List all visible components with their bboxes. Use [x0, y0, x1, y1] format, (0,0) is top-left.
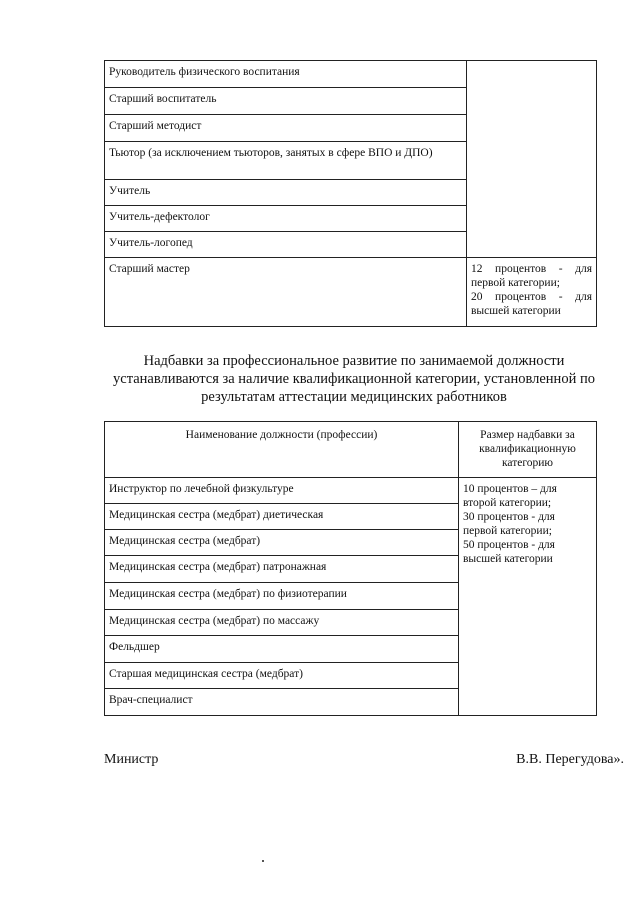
table-row: Учитель	[105, 180, 467, 206]
table-row: Учитель-логопед	[105, 232, 467, 258]
allowance-line: 50 процентов - для высшей категории	[463, 539, 555, 565]
allowance-line: 12 процентов - для первой категории;	[471, 263, 592, 289]
signature-title: Министр	[104, 752, 159, 767]
master-allowance-cell	[467, 258, 597, 327]
table-row: Медицинская сестра (медбрат) по массажу	[105, 610, 459, 636]
table-row: Старший методист	[105, 115, 467, 142]
table-row: Тьютор (за исключением тьюторов, занятых в сфере ВПО и ДПО)	[105, 142, 467, 180]
section-heading: Надбавки за профессиональное развитие по занимаемой должности устанавливаются за наличие квалификационной категории, установленной по результатам аттестации медицинских работников	[113, 353, 595, 405]
allowance-line: 30 процентов - для первой категории;	[463, 511, 555, 537]
scan-speck	[262, 860, 264, 862]
positions-table-2	[104, 421, 597, 716]
positions-table-1	[104, 60, 597, 327]
allowance-line: 10 процентов – для второй категории;	[463, 483, 557, 509]
table-row: Руководитель физического воспитания	[105, 61, 467, 88]
table-row: Фельдшер	[105, 636, 459, 663]
table-row: Медицинская сестра (медбрат) по физиотерапии	[105, 583, 459, 610]
table-row: Учитель-дефектолог	[105, 206, 467, 232]
allowance-cell-empty	[467, 61, 597, 258]
table-row: Медицинская сестра (медбрат) патронажная	[105, 556, 459, 583]
table-row: Старший воспитатель	[105, 88, 467, 115]
table-row: Медицинская сестра (медбрат)	[105, 530, 459, 556]
column-header-allowance: Размер надбавки за квалификационную категорию	[459, 422, 597, 478]
column-header-position: Наименование должности (профессии)	[105, 422, 459, 478]
table-row: Инструктор по лечебной физкультуре	[105, 478, 459, 504]
table-row: Медицинская сестра (медбрат) диетическая	[105, 504, 459, 530]
signature-name: В.В. Перегудова».	[516, 752, 624, 767]
table-row: Старшая медицинская сестра (медбрат)	[105, 663, 459, 689]
table-row: Врач-специалист	[105, 689, 459, 716]
table-row: Старший мастер	[105, 258, 467, 327]
allowance-line: 20 процентов - для высшей категории	[471, 291, 592, 317]
medical-allowance-cell	[459, 478, 597, 716]
